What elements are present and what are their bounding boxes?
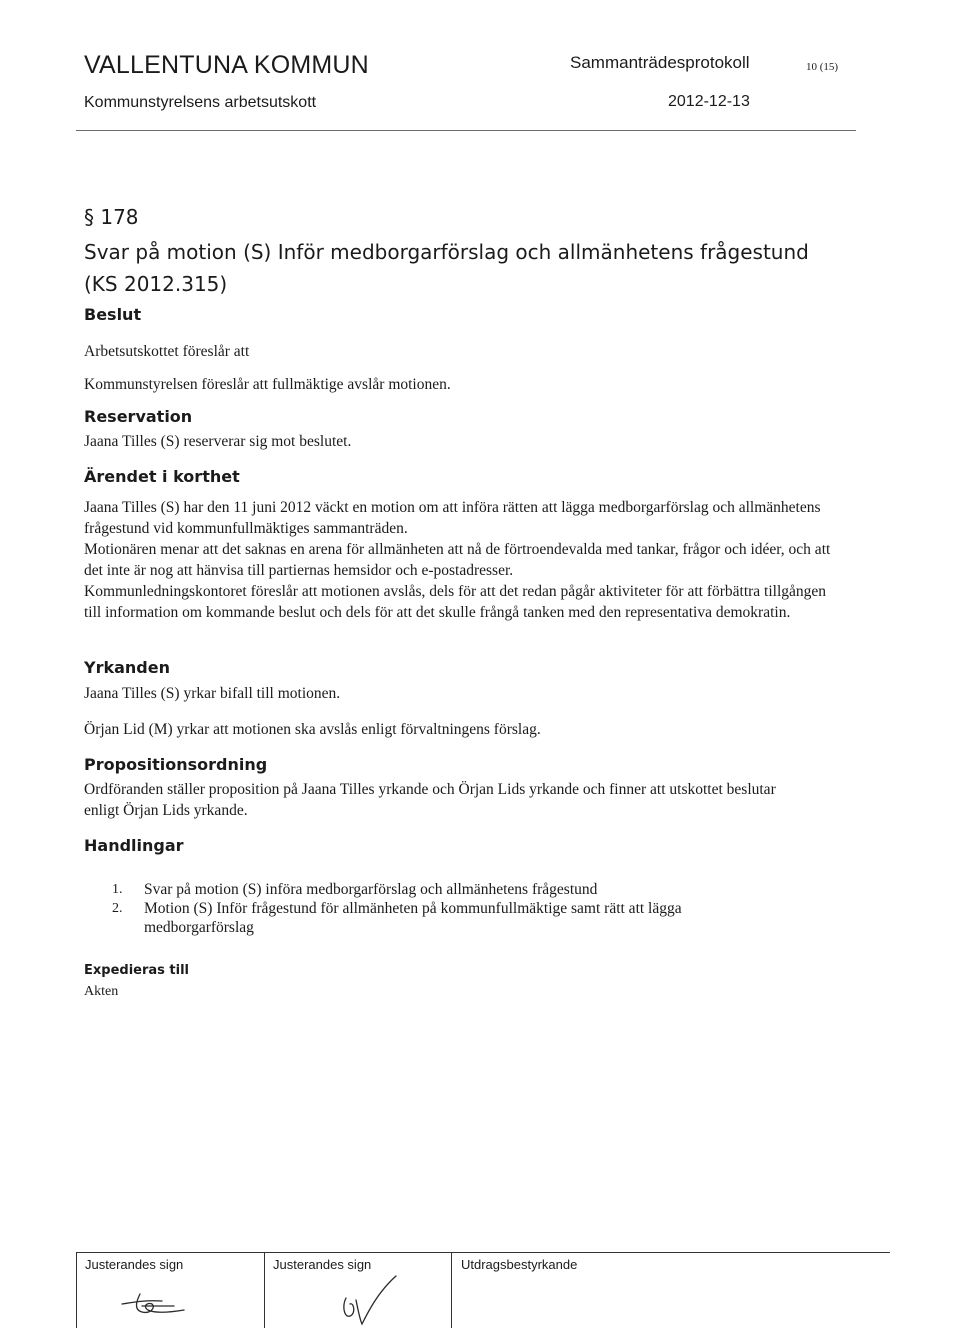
beslut-line-1: Arbetsutskottet föreslår att	[84, 343, 250, 360]
item-title-line2: (KS 2012.315)	[84, 272, 228, 296]
propositionsordning-text: Ordföranden ställer proposition på Jaana Tilles yrkande och Örjan Lids yrkande och finner att utskottet beslutar enligt Örjan Lids yrkande.	[84, 781, 776, 819]
list-item	[112, 880, 812, 899]
handlingar-heading: Handlingar	[84, 836, 184, 855]
signature-divider	[264, 1252, 265, 1328]
reservation-heading: Reservation	[84, 407, 193, 426]
yrkande-line-1: Jaana Tilles (S) yrkar bifall till motionen.	[84, 685, 341, 702]
document-type: Sammanträdesprotokoll	[570, 53, 750, 72]
arendet-paragraph-3: Kommunledningskontoret föreslår att motionen avslås, dels för att det redan pågår aktiviteter för att förbättra tillgången till information om kommande beslut och dels för att det skulle frångå tanken med den representativa demokratin.	[84, 583, 827, 621]
handwritten-signature-2	[328, 1272, 408, 1328]
signature-divider	[76, 1252, 77, 1328]
reservation-text: Jaana Tilles (S) reserverar sig mot beslutet.	[84, 433, 352, 450]
propositionsordning-heading: Propositionsordning	[84, 755, 268, 774]
signature-label-2: Justerandes sign	[273, 1257, 372, 1272]
arendet-paragraph-2: Motionären menar att det saknas en arena för allmänheten att nå de förtroendevalda med tankar, frågor och idéer, och att det inte är nog att hänvisa till partiernas hemsidor och e-postadresser.	[84, 541, 831, 579]
signature-table-top-border	[76, 1252, 890, 1253]
handlingar-list	[112, 880, 812, 937]
item-title	[84, 236, 844, 300]
beslut-line-2: Kommunstyrelsen föreslår att fullmäktige avslår motionen.	[84, 376, 451, 393]
yrkande-line-2: Örjan Lid (M) yrkar att motionen ska avslås enligt förvaltningens förslag.	[84, 721, 541, 738]
arendet-heading: Ärendet i korthet	[84, 467, 240, 486]
list-item-text: Svar på motion (S) införa medborgarförslag och allmänhetens frågestund	[144, 881, 598, 898]
page-number: 10 (15)	[806, 61, 839, 73]
list-item-number: 2.	[112, 901, 123, 916]
committee-name: Kommunstyrelsens arbetsutskott	[84, 94, 317, 111]
arendet-paragraph-1: Jaana Tilles (S) har den 11 juni 2012 väckt en motion om att införa rätten att lägga medborgarförslag och allmänhetens frågestund vid kommunfullmäktiges sammanträden.	[84, 499, 821, 537]
expedieras-heading: Expedieras till	[84, 963, 189, 978]
expedieras-recipient: Akten	[84, 984, 119, 999]
beslut-heading: Beslut	[84, 305, 142, 324]
meeting-date: 2012-12-13	[668, 93, 750, 110]
signature-divider	[451, 1252, 452, 1328]
header-divider	[76, 130, 856, 131]
arendet-body	[84, 497, 844, 623]
signature-label-3: Utdragsbestyrkande	[461, 1257, 578, 1272]
item-title-line1: Svar på motion (S) Inför medborgarförslag och allmänhetens frågestund	[84, 240, 809, 264]
paragraph-number: § 178	[84, 205, 139, 229]
handwritten-signature-1	[112, 1284, 202, 1320]
list-item	[112, 899, 784, 937]
yrkanden-heading: Yrkanden	[84, 658, 170, 677]
signature-table	[76, 1252, 890, 1328]
signature-label-1: Justerandes sign	[85, 1257, 184, 1272]
organization-name: VALLENTUNA KOMMUN	[84, 51, 369, 79]
list-item-number: 1.	[112, 882, 123, 897]
list-item-text: Motion (S) Inför frågestund för allmänheten på kommunfullmäktige samt rätt att lägga medborgarförslag	[144, 900, 682, 936]
